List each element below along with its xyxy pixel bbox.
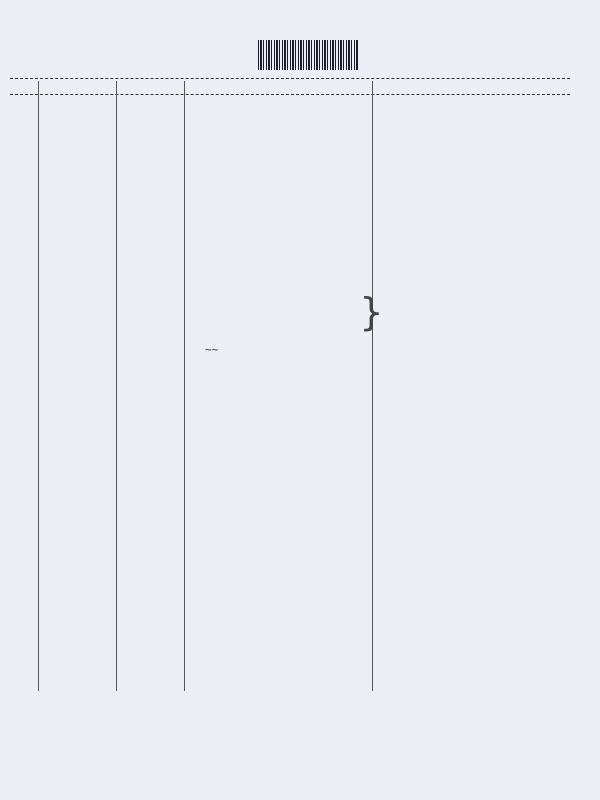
barcode [258, 40, 358, 70]
header-top-rule [10, 78, 570, 79]
column-divider [184, 81, 185, 691]
handwritten-mark: ~~ [205, 343, 219, 356]
column-divider [372, 81, 373, 691]
header-bottom-rule [10, 94, 570, 95]
bracket-mark: } [360, 290, 383, 334]
column-divider [38, 81, 39, 691]
column-divider [116, 81, 117, 691]
